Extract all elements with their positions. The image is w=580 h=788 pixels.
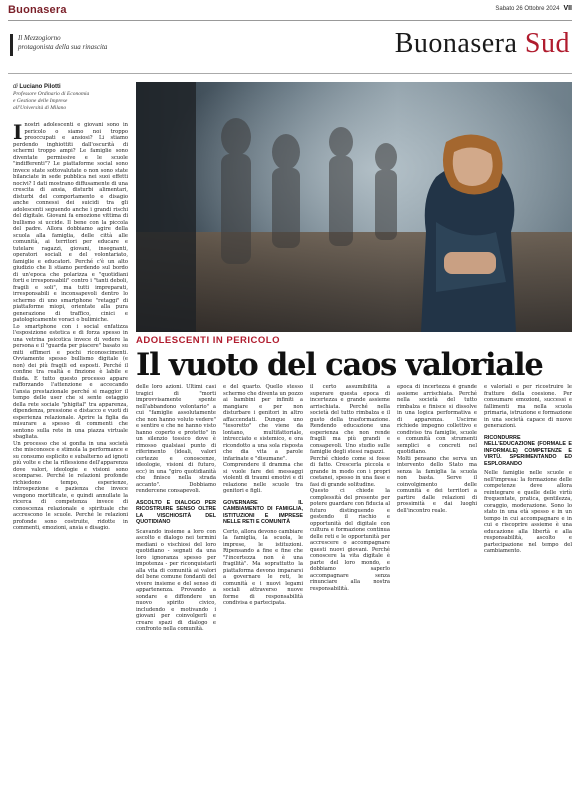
- article-column-6: [484, 384, 572, 779]
- section-title-accent: Sud: [524, 28, 570, 59]
- subheading: ASCOLTO E DIALOGO PER RICOSTRUIRE SENSO OLTRE LA VISCHIOSITÀ DEL QUOTIDIANO: [136, 499, 216, 526]
- article-kicker: ADOLESCENTI IN PERICOLO: [136, 335, 280, 346]
- header-rule: [8, 73, 572, 74]
- paragraph: delle loro azioni. Ultimi casi tragici di "morti improvvisamente spente nell'abbandono volontario" a cui "famiglie assolutamente che non hanno voluto vedere" e sentire e che ne hanno visto hanno coperto e protetto" in un silenzio tossico dove è rimosso qualsiasi punto di riferimento (ideali, valori certezze e conoscenze, ideologie, visioni di futuro, ecc) in una "giro quotidianità che finisce nella strada accanto". Dobbiamo rendercene consapevoli.: [136, 384, 216, 494]
- masthead-logo: Buonasera: [8, 4, 67, 16]
- author-desc-3: all'Università di Milano: [13, 105, 67, 111]
- photo-illustration: [136, 82, 572, 332]
- top-rule: [8, 20, 572, 21]
- byline-prefix: di: [13, 84, 18, 90]
- article-column-2: [136, 384, 216, 779]
- paragraph: Un processo che si gonfia in una società che misconosce e stimola la performance e su consumo esplicito e subalterno ad ignoti più volte e che la riflessione dell'apparenza dove valori, ideologie e visioni sono scomparse. Perché le relazioni profonde richiedono tempo, esperienze, introspezione e pazienza che invece vengono mortificate, e quindi annullate la ricerca di competenza invece di conoscenza relazionale e spirituale che accrescono le scuole. Perché le relazioni profonde sono costruite, ridotte in commenti, emozioni, ansia e disagio.: [13, 440, 128, 531]
- paragraph: Nelle famiglie nelle scuole e nell'impresa: la formazione delle competenze deve allora reintegrare e quelle delle virtù frequentate, pratica, gentilezza, coraggio, moderazione. Sono lo stato in una età spesso e in un tempo in cui accompagnare e in cui e riscoprire assieme è una educazione alla libertà e alla responsabilità, ascolto e partecipazione nel tempo del cambiamento.: [484, 470, 572, 555]
- author-name: Luciano Pilotti: [19, 84, 61, 90]
- byline-author: [13, 84, 128, 90]
- paragraph: e valoriali e per ricostruire le fratture della coesione. Per consumare emozioni, successi e fallimenti ma nella scuola primaria, istruzione e formazione in una società capace di nuove generazioni.: [484, 384, 572, 429]
- article-headline: Il vuoto del caos valoriale: [136, 347, 543, 383]
- paragraph: Scavando insieme a loro con ascolto e dialogo nei termini mediani o vischiosi del loro quotidiano - segnati da una loro ignoranza spesso per impotenza - per riconquistarli alla vita di comunità ai valori del bene comune fondanti del vivere insieme e del senso di appartenenza. Provando a sondare e diffondere un nuovo spirito civico, includendo e motivando i giovani per coinvolgerli e creare spazi di dialogo e confronto nella comunità.: [136, 528, 216, 633]
- tagline-bar: [10, 34, 13, 56]
- tagline-line-2: protagonista della sua rinascita: [18, 43, 108, 51]
- paragraph: epoca di incertezza è grande assieme arrischiata. Perché nella società del tutto rimbalza e finisce si dissolve in una logica performativa e di apparenza. Uscirne richiede impegno collettivo e condiviso tra famiglie, scuole e comunità con strumenti semplici e concreti nel quotidiano.: [397, 384, 477, 455]
- page-number: VII: [563, 5, 572, 12]
- issue-date: [495, 5, 572, 12]
- article-photo: [136, 82, 572, 332]
- date-text: Sabato 26 Ottobre 2024: [495, 6, 560, 12]
- paragraph: Perché chiedo come si fosse di fatto. Crescerla piccola e grande in modo con i propri coetanei, spesso in una fase e fasi di grande solitudine.: [310, 455, 390, 488]
- byline: [13, 84, 128, 112]
- tagline-line-1: Il Mezzogiorno: [18, 34, 61, 42]
- subheading: RICONDURRE NELL'EDUCAZIONE (FORMALE E INFORMALE) COMPETENZE E VIRTÙ. SPERIMENTANDO ED ESPLORANDO: [484, 434, 572, 467]
- paragraph: il certo assumibilità a superare questa epoca di incertezza e grande assieme arrischiata. Perché nella società del tutto rimbalza e il gusto della trasformazione. Rendendo educazione una esperienza che non rende fragili ma più grandi e consapevoli. Uno studio sulle famiglie degli stessi ragazzi.: [310, 384, 390, 455]
- article-column-3: [223, 384, 303, 779]
- section-title: [395, 28, 570, 60]
- top-bar: [8, 4, 572, 18]
- paragraph: Certo, allora devono cambiare la famiglia, la scuola, le imprese, le istituzioni. Ripensando a fine e fine che "l'incertezza non è una fragilità". Ma soprattutto la piattaforma devono impararsi a governare le reti, le comunità e i nuovi legami sociali attraverso nuove forme di responsabilità condivisa e partecipata.: [223, 528, 303, 607]
- tagline: [10, 34, 150, 52]
- article-column-4: [310, 384, 390, 779]
- author-description: [13, 91, 128, 112]
- author-desc-1: Professore Ordinario di Economia: [13, 91, 90, 97]
- paragraph: Questo ci chiede la complessità del presente per potere guardare con fiducia al futuro distinguendo e gestendo il rischio e opportunità del digitale con cultura e formazione continua delle reti e le opportunità per accrescere o accompagnare questi nuovi giovani. Perché conoscere la vita digitale è parte del loro mondo, e dobbiamo saperlo accompagnare senza rinunciare alla nostra responsabilità.: [310, 488, 390, 592]
- article-column-1: [13, 122, 128, 778]
- paragraph: Comprendere il dramma che si vuole fare dei messaggi violenti di traumi emotivi e di relazione nelle scuole tra genitori e figli.: [223, 462, 303, 494]
- paragraph: e del quarto. Quello stesso schermo che diventa un pozzo ai bambini per infiniti a mangiare e per non disturbare i genitori in altro affaccendati. Dunque uno "tesoretto" che viene da lontano, multifattoriale, intrecciato e sistemico, e ora ricondotto a una sola risposta che dia vita a parole infarinate e "disumane".: [223, 384, 303, 462]
- author-desc-2: e Gestione delle Imprese: [13, 98, 68, 104]
- section-title-main: Buonasera: [394, 28, 518, 59]
- drop-cap: I: [13, 122, 23, 144]
- paragraph: Lo smartphone con i social enfatizza l'esposizione estetica e di forza spesso in una vetrina psicotica invece di vedere la persona e il "guarda per piacere" basato su miti effimeri e pochi riconoscimenti. Ovviamente spesso bullismo digitale (e non) dei più fragili ed esposti. Perché il confine tra realtà e finzione è labile e fluida. E tutto questo processo appare rafforzando l'attenzione e accecando l'ansia prestazionale perché si maggior il tempo delle user che si sente ostaggio della rete sociale "phigital" tra apparenza, dipendenza, pressione e distacco e vuoti di esperienza relazionale. Aprire la figlia da misurare a spesso di commenti che sentono sulla rete in una piazza virtuale sbagliata.: [13, 323, 128, 440]
- article-column-5: [397, 384, 477, 779]
- paragraph: Molti pensano che serva un intervento dello Stato ma senza la famiglia la scuola non basta. Serve il coinvolgimento delle comunità e dei territori a partire dalle relazioni di prossimità e dai luoghi dell'incontro reale.: [397, 455, 477, 514]
- paragraph: nostri adolescenti e giovani sono in pericolo o siamo noi troppo preoccupati e ansiosi? Li stiamo perdendo inghiottiti dall'oscurità di schermi troppo ampi? Le famiglie sono diventate permissive e le scuole "indifferenti"? Le piattaforme social sono invece state sottovalutate o non sono state bilanciate in sede pubblica nei suoi effetti nocivi? I dati mostrano diffusamente di una crescita di ansia, disturbi alimentari, disturbi del comportamento e disagio anche connessi dei suicidi tra gli adolescenti seguendo anche i grandi rischi del digitale. Giovani fa emozione vittima di bullismo si uccide. Il bene con la piccola del padre. Allora dobbiamo agire della scuola alla famiglia, delle città alle comunità, ai territori per educare e tutelare ragazzi, giovani, insegnanti, operatori sociali e del volontariato, famiglie e educatori. Perché c'è un alto giudizio che li stiamo perdendo sul bordo di un'epoca che polarizza e "quotidiani forti e irresponsabili" contro i "tanti deboli, fragili e soli", ma tutti impreparati, irresponsabili e inconsapevoli dentro lo schermo di uno smartphone "retaggi" di piattaforme miopi, orientate alla pura generazione di traffico, cinici e patologicamente voraci o bulimiche.: [13, 122, 128, 323]
- subheading: GOVERNARE IL CAMBIAMENTO DI FAMIGLIA, ISTITUZIONI E IMPRESE NELLE RETI E COMUNITÀ: [223, 499, 303, 526]
